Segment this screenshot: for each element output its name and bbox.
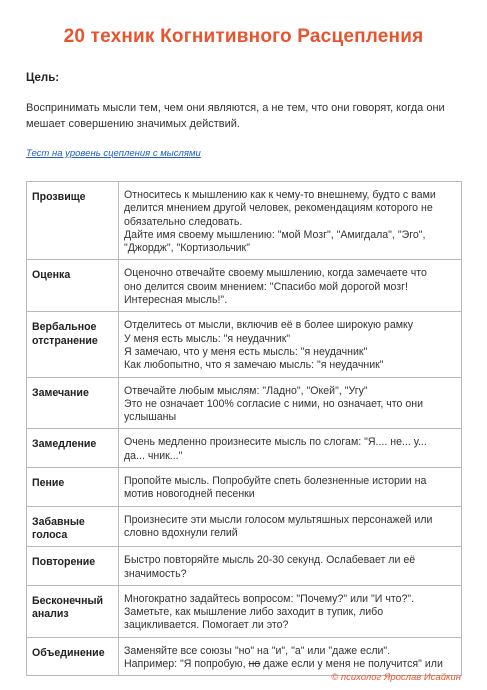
technique-description bbox=[119, 260, 462, 312]
description-line: да... чник..." bbox=[124, 449, 183, 462]
description-line: словно вдохнули гелий bbox=[124, 526, 238, 539]
description-line: Заменяйте все союзы "но" на "и", "а" или "даже если". bbox=[124, 644, 391, 657]
technique-row bbox=[27, 637, 462, 676]
technique-row bbox=[27, 506, 462, 547]
description-line: оно делится своим мнением: "Спасибо мой дорогой мозг! bbox=[124, 280, 408, 293]
description-line: обязательно следовать. bbox=[124, 215, 243, 228]
technique-name: Оценка bbox=[27, 260, 119, 312]
technique-name: Забавные голоса bbox=[27, 506, 119, 547]
test-link[interactable]: Тест на уровень сцепления с мыслями bbox=[26, 148, 201, 159]
technique-description bbox=[119, 429, 462, 468]
technique-description bbox=[119, 468, 462, 507]
description-line: У меня есть мысль: "я неудачник" bbox=[124, 332, 291, 345]
author-credit: © психолог Ярослав Исайкин bbox=[331, 672, 461, 683]
technique-name: Вербальное отстранение bbox=[27, 312, 119, 377]
description-line: мотив новогодней песенки bbox=[124, 488, 255, 501]
techniques-table-body bbox=[27, 182, 462, 676]
technique-row bbox=[27, 585, 462, 637]
techniques-table bbox=[26, 181, 462, 676]
description-line: Заметьте, как мышление либо заходит в тупик, либо bbox=[124, 606, 384, 619]
description-line: значимость? bbox=[124, 567, 187, 580]
technique-name: Пение bbox=[27, 468, 119, 507]
description-line: Отделитесь от мысли, включив её в более широкую рамку bbox=[124, 319, 414, 332]
description-line: Интересная мысль!". bbox=[124, 294, 228, 307]
technique-row bbox=[27, 429, 462, 468]
technique-description bbox=[119, 312, 462, 377]
technique-row bbox=[27, 547, 462, 586]
technique-description bbox=[119, 377, 462, 429]
technique-name: Повторение bbox=[27, 547, 119, 586]
description-line: Как любопытно, что я замечаю мысль: "я неудачник" bbox=[124, 359, 384, 372]
technique-name: Замечание bbox=[27, 377, 119, 429]
description-line: услышаны bbox=[124, 411, 177, 424]
technique-row bbox=[27, 260, 462, 312]
description-line: Пропойте мысль. Попробуйте спеть болезненные истории на bbox=[124, 475, 427, 488]
goal-label: Цель: bbox=[26, 72, 60, 84]
technique-description bbox=[119, 182, 462, 260]
description-line: Оценочно отвечайте своему мышлению, когда замечаете что bbox=[124, 267, 427, 280]
technique-row bbox=[27, 312, 462, 377]
technique-row bbox=[27, 468, 462, 507]
technique-row bbox=[27, 182, 462, 260]
goal-text: Воспринимать мысли тем, чем они являются, а не тем, что они говорят, когда они мешает совершению значимых действий. bbox=[26, 102, 445, 130]
description-line: Относитесь к мышлению как к чему-то внешнему, будто с вами bbox=[124, 189, 436, 201]
description-line: Быстро повторяйте мысль 20-30 секунд. Ослабевает ли её bbox=[124, 554, 416, 567]
technique-name: Замедление bbox=[27, 429, 119, 468]
technique-description bbox=[119, 637, 462, 676]
technique-name: Прозвище bbox=[27, 182, 119, 260]
page-title: 20 техник Когнитивного Расцепления bbox=[63, 26, 424, 47]
technique-row bbox=[27, 377, 462, 429]
technique-name: Бесконечный анализ bbox=[27, 585, 119, 637]
description-line: Многократно задайтесь вопросом: "Почему?" или "И что?". bbox=[124, 592, 415, 605]
description-line: Очень медленно произнесите мысль по слогам: "Я.... не... у... bbox=[124, 436, 427, 449]
description-line: Я замечаю, что у меня есть мысль: "я неудачник" bbox=[124, 345, 368, 358]
struck-word: но bbox=[248, 658, 261, 671]
description-line: Это не означает 100% согласие с ними, но означает, что они bbox=[124, 397, 424, 410]
description-line: Например: "Я попробую, но даже если у меня не получится" или bbox=[124, 658, 443, 671]
technique-name: Объединение bbox=[27, 637, 119, 676]
technique-description bbox=[119, 585, 462, 637]
technique-description bbox=[119, 506, 462, 547]
description-line: Отвечайте любым мыслям: "Ладно", "Окей", "Угу" bbox=[124, 384, 368, 397]
description-line: Дайте имя своему мышлению: "мой Мозг", "Амигдала", "Эго", bbox=[124, 228, 426, 241]
technique-description bbox=[119, 547, 462, 586]
description-line: "Джордж", "Кортизольчик" bbox=[124, 242, 250, 255]
description-line: зацикливается. Помогает ли это? bbox=[124, 619, 289, 632]
description-line: Произнесите эти мысли голосом мультяшных персонажей или bbox=[124, 513, 433, 526]
description-line: делится мнением другой человек, рекомендациям которого не bbox=[124, 202, 433, 215]
